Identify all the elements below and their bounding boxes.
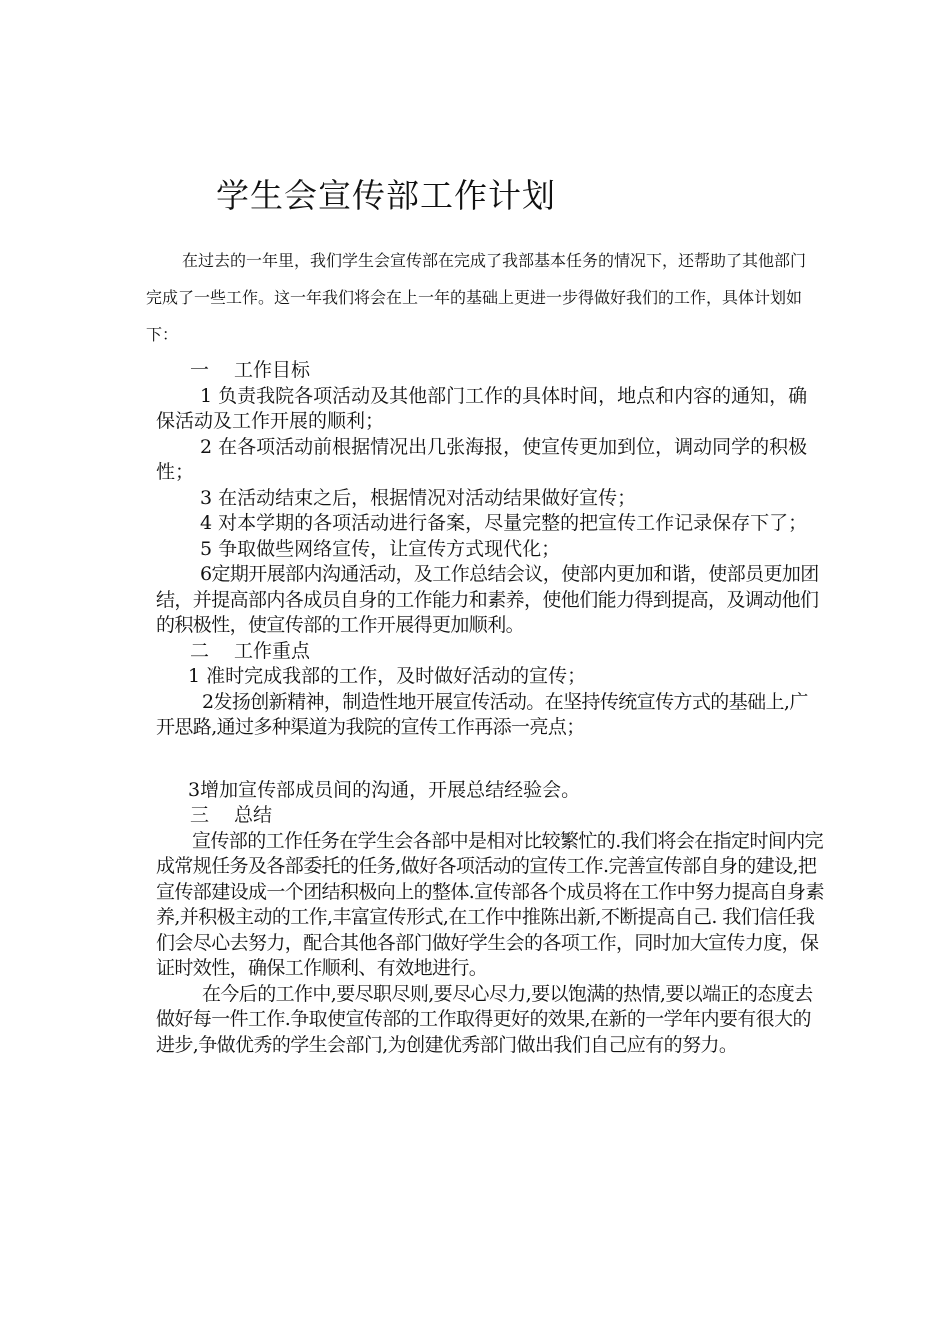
intro-text: 在过去的一年里，我们学生会宣传部在完成了我部基本任务的情况下，还帮助了其他部门完成了一些工作。这一年我们将会在上一年的基础上更进一步得做好我们的工作，具体计划如下： xyxy=(146,251,807,344)
blank-line xyxy=(156,741,824,778)
section-number: 三 xyxy=(190,804,210,826)
section-number: 二 xyxy=(190,639,210,662)
section-number: 一 xyxy=(190,359,210,381)
summary-paragraph: 在今后的工作中,要尽职尽则,要尽心尽力,要以饱满的热情,要以端正的态度去做好每一件工作.争取使宣传部的工作取得更好的效果,在新的一学年内要有很大的进步,争做优秀的学生会部门,为创建优秀部门做出我们自己应有的努力。 xyxy=(156,982,813,1056)
section-heading-summary xyxy=(156,803,824,829)
section-heading-text: 总结 xyxy=(234,804,273,826)
section-heading-text: 工作目标 xyxy=(234,359,311,381)
goal-item: 3 在活动结束之后，根据情况对活动结果做好宣传； xyxy=(200,486,637,509)
focus-item: 1 准时完成我部的工作，及时做好活动的宣传； xyxy=(188,665,587,687)
goal-item: 5 争取做些网络宣传，让宣传方式现代化； xyxy=(200,537,561,560)
goal-item: 4 对本学期的各项活动进行备案，尽量完整的把宣传工作记录保存下了； xyxy=(200,512,808,534)
section-heading-text: 工作重点 xyxy=(234,639,311,662)
document-title: 学生会宣传部工作计划 xyxy=(216,176,556,215)
intro-paragraph xyxy=(146,242,816,353)
section-heading-goals xyxy=(156,358,824,384)
document-body xyxy=(156,358,824,1058)
focus-item: 3增加宣传部成员间的沟通，开展总结经验会。 xyxy=(188,778,581,801)
summary-paragraph: 宣传部的工作任务在学生会各部中是相对比较繁忙的.我们将会在指定时间内完成常规任务及各部委托的任务,做好各项活动的宣传工作.完善宣传部自身的建设,把宣传部建设成一个团结积极向上的整体.宣传部各个成员将在工作中努力提高自身素养,并积极主动的工作,丰富宣传形式,在工作中推陈出新,不断提高自己. 我们信任我们会尽心去努力，配合其他各部门做好学生会的各项工作，同时加大宣传力度，保证时效性，确保工作顺利、有效地进行。 xyxy=(156,829,824,979)
goal-item: 6定期开展部内沟通活动，及工作总结会议，使部内更加和谐，使部员更加团结，并提高部内各成员自身的工作能力和素养，使他们能力得到提高，及调动他们的积极性，使宣传部的工作开展得更加顺利。 xyxy=(156,563,819,636)
goal-item: 1 负责我院各项活动及其他部门工作的具体时间，地点和内容的通知，确保活动及工作开展的顺利； xyxy=(156,384,808,432)
focus-item: 2发扬创新精神，制造性地开展宣传活动。在坚持传统宣传方式的基础上,广开思路,通过多种渠道为我院的宣传工作再添一亮点； xyxy=(156,690,808,738)
section-heading-focus xyxy=(156,639,824,665)
goal-item: 2 在各项活动前根据情况出几张海报，使宣传更加到位，调动同学的积极性； xyxy=(156,435,808,483)
